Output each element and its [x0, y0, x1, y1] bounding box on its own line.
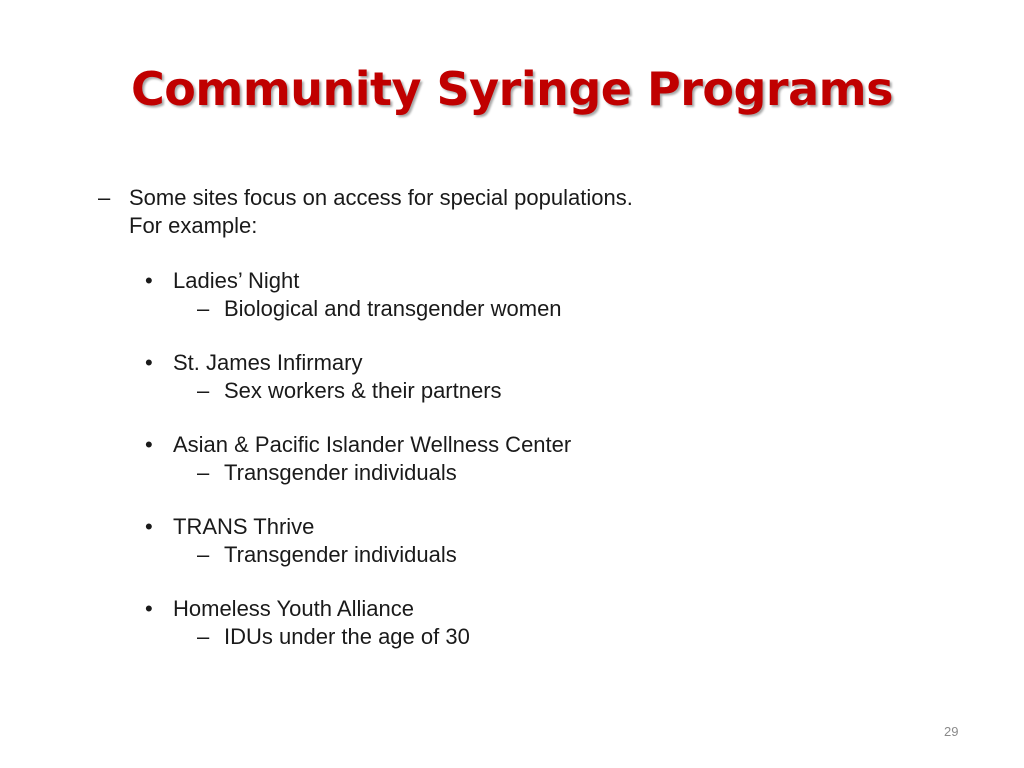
site-population: Transgender individuals	[224, 542, 457, 567]
dash-bullet-icon: –	[197, 460, 210, 485]
site-population: IDUs under the age of 30	[224, 624, 470, 649]
page-number: 29	[944, 724, 959, 739]
bullet-icon: •	[145, 514, 153, 539]
bullet-icon: •	[145, 596, 153, 621]
site-population-item	[197, 459, 571, 487]
bullet-icon: •	[145, 350, 153, 375]
site-population: Transgender individuals	[224, 460, 457, 485]
site-item	[145, 349, 502, 405]
site-item	[145, 513, 457, 569]
intro-line-1: Some sites focus on access for special populations.	[129, 185, 633, 210]
intro-item	[98, 184, 633, 240]
dash-bullet-icon: –	[98, 185, 111, 210]
intro-line-2: For example:	[129, 213, 258, 238]
intro-text	[129, 184, 633, 240]
site-population-item	[197, 623, 470, 651]
dash-bullet-icon: –	[197, 378, 210, 403]
site-item	[145, 431, 571, 487]
site-item	[145, 267, 562, 323]
slide-title: Community Syringe Programs	[131, 62, 893, 116]
dash-bullet-icon: –	[197, 624, 210, 649]
site-name: Ladies’ Night	[173, 268, 300, 293]
bullet-icon: •	[145, 432, 153, 457]
bullet-icon: •	[145, 268, 153, 293]
site-name: Homeless Youth Alliance	[173, 596, 414, 621]
site-name: TRANS Thrive	[173, 514, 315, 539]
dash-bullet-icon: –	[197, 296, 210, 321]
site-population-item	[197, 377, 502, 405]
site-name: Asian & Pacific Islander Wellness Center	[173, 432, 572, 457]
site-name: St. James Infirmary	[173, 350, 363, 375]
site-item	[145, 595, 470, 651]
site-population: Sex workers & their partners	[224, 378, 502, 403]
site-population: Biological and transgender women	[224, 296, 562, 321]
site-population-item	[197, 295, 562, 323]
site-population-item	[197, 541, 457, 569]
dash-bullet-icon: –	[197, 542, 210, 567]
